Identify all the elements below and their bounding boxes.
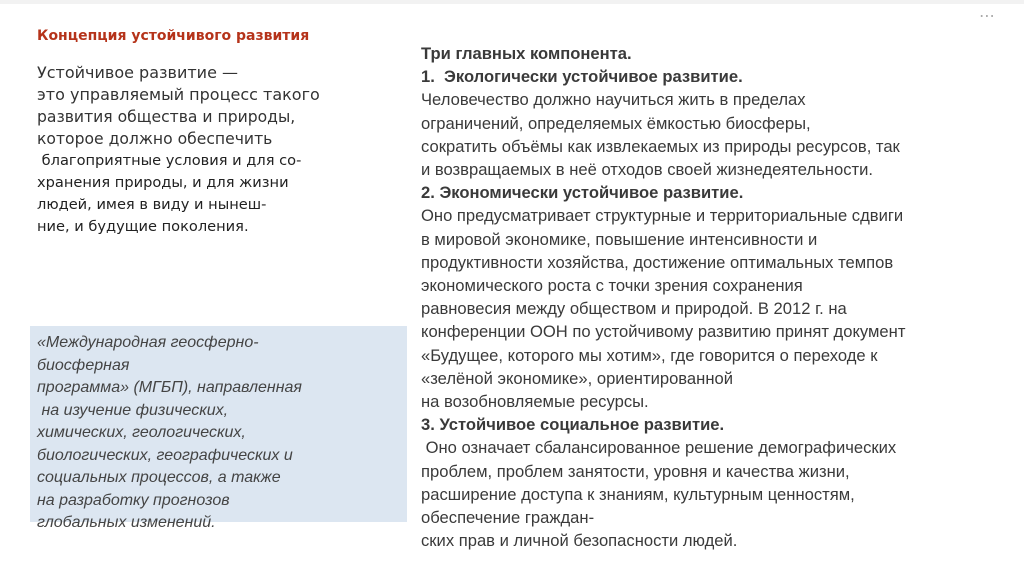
definition-line: людей, имея в виду и нынеш- (37, 196, 267, 213)
definition-line: это управляемый процесс такого (37, 85, 320, 104)
definition-line: которое должно обеспечить (37, 130, 273, 148)
body-line: конференции ООН по устойчивому развитию принят документ (421, 322, 906, 342)
callout-line: на разработку прогнозов (37, 491, 230, 509)
callout-line: глобальных изменений. (37, 514, 216, 531)
body-line: в мировой экономике, повышение интенсивности и (421, 229, 818, 249)
program-callout-text (37, 332, 397, 535)
body-line: экономического роста с точки зрения сохранения (421, 276, 803, 296)
body-line: равновесия между обществом и природой. В 2012 г. на (421, 299, 847, 319)
more-options-icon[interactable]: ⋯ (979, 8, 996, 25)
definition-text (37, 62, 367, 238)
definition-line: Устойчивое развитие — (37, 63, 238, 82)
slide-title: Концепция устойчивого развития (37, 28, 310, 44)
slide-top-border (0, 0, 1024, 4)
body-line: Человечество должно научиться жить в пределах (421, 90, 806, 110)
callout-line: «Международная геосферно- (37, 334, 259, 351)
body-line: на возобновляемые ресурсы. (421, 392, 649, 412)
body-line: обеспечение граждан- (421, 508, 595, 528)
definition-line: хранения природы, и для жизни (37, 174, 289, 191)
body-line: Оно предусматривает структурные и территориальные сдвиги (421, 206, 904, 226)
body-line: Оно означает сбалансированное решение демографических (421, 438, 897, 458)
callout-line: на изучение физических, (37, 401, 229, 419)
body-line: ограничений, определяемых ёмкостью биосферы, (421, 113, 811, 133)
body-line: ских прав и личной безопасности людей. (421, 531, 738, 551)
definition-line: ние, и будущие поколения. (37, 218, 249, 235)
callout-line: социальных процессов, а также (37, 469, 281, 486)
body-line: расширение доступа к знаниям, культурным ценностям, (421, 484, 855, 504)
section-heading: 2. Экономически устойчивое развитие. (421, 183, 744, 203)
section-heading: 3. Устойчивое социальное развитие. (421, 415, 725, 435)
section-heading: Три главных компонента. (421, 44, 632, 63)
section-heading: 1. Экологически устойчивое развитие. (421, 67, 743, 87)
callout-line: химических, геологических, (37, 424, 246, 441)
body-line: и возвращаемых в неё отходов своей жизнедеятельности. (421, 160, 873, 180)
body-line: проблем, проблем занятости, уровня и качества жизни, (421, 461, 850, 481)
components-text (421, 42, 1011, 552)
callout-line: биосферная (37, 356, 130, 374)
body-line: «Будущее, которого мы хотим», где говорится о переходе к (421, 345, 878, 365)
callout-line: биологических, географических и (37, 446, 293, 464)
body-line: «зелёной экономике», ориентированной (421, 368, 733, 388)
definition-line: развития общества и природы, (37, 108, 296, 126)
definition-line: благоприятные условия и для со- (37, 152, 302, 169)
callout-line: программа» (МГБП), направленная (37, 379, 302, 396)
body-line: сократить объёмы как извлекаемых из природы ресурсов, так (421, 136, 900, 156)
body-line: продуктивности хозяйства, достижение оптимальных темпов (421, 252, 894, 272)
